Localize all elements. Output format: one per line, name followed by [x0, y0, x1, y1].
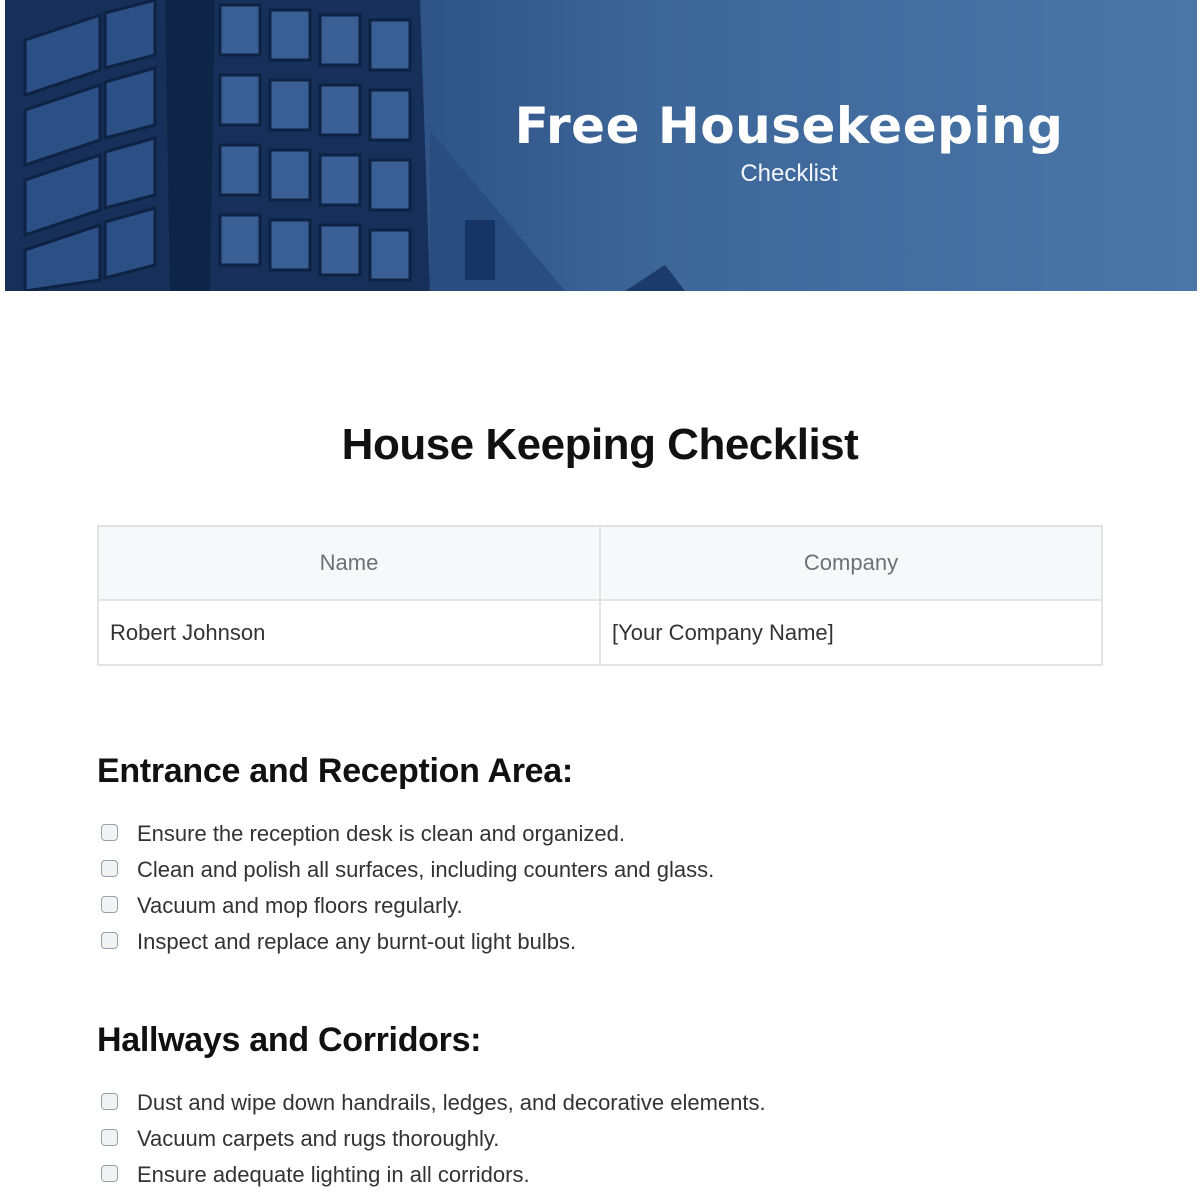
banner-title: Free Housekeeping [514, 97, 1064, 155]
list-item [101, 924, 714, 960]
checkbox[interactable] [101, 1129, 118, 1146]
cell-company: [Your Company Name] [600, 600, 1102, 665]
item-label: Ensure the reception desk is clean and organized. [137, 821, 625, 846]
item-label: Inspect and replace any burnt-out light bulbs. [137, 929, 577, 954]
header-banner [5, 0, 1197, 291]
cell-name: Robert Johnson [98, 600, 600, 665]
checklist-hallways [101, 1085, 766, 1193]
info-table [97, 525, 1103, 666]
page-title: House Keeping Checklist [341, 420, 859, 469]
list-item [101, 1085, 766, 1121]
checkbox[interactable] [101, 824, 118, 841]
item-label: Vacuum carpets and rugs thoroughly. [137, 1126, 500, 1151]
banner-subtitle: Checklist [740, 160, 838, 187]
item-label: Clean and polish all surfaces, including counters and glass. [137, 857, 715, 882]
header-company: Company [600, 526, 1102, 600]
checkbox[interactable] [101, 860, 118, 877]
checkbox[interactable] [101, 932, 118, 949]
section-title-entrance: Entrance and Reception Area: [97, 752, 573, 790]
checklist-entrance [101, 816, 714, 960]
list-item [101, 852, 714, 888]
item-label: Ensure adequate lighting in all corridors. [137, 1162, 530, 1187]
checkbox[interactable] [101, 896, 118, 913]
table-row [98, 600, 1102, 665]
list-item [101, 888, 714, 924]
item-label: Dust and wipe down handrails, ledges, and decorative elements. [137, 1090, 766, 1115]
header-name: Name [98, 526, 600, 600]
list-item [101, 816, 714, 852]
section-title-hallways: Hallways and Corridors: [97, 1021, 482, 1059]
item-label: Vacuum and mop floors regularly. [137, 893, 463, 918]
table-header-row [98, 526, 1102, 600]
checkbox[interactable] [101, 1093, 118, 1110]
list-item [101, 1157, 766, 1193]
list-item [101, 1121, 766, 1157]
checkbox[interactable] [101, 1165, 118, 1182]
